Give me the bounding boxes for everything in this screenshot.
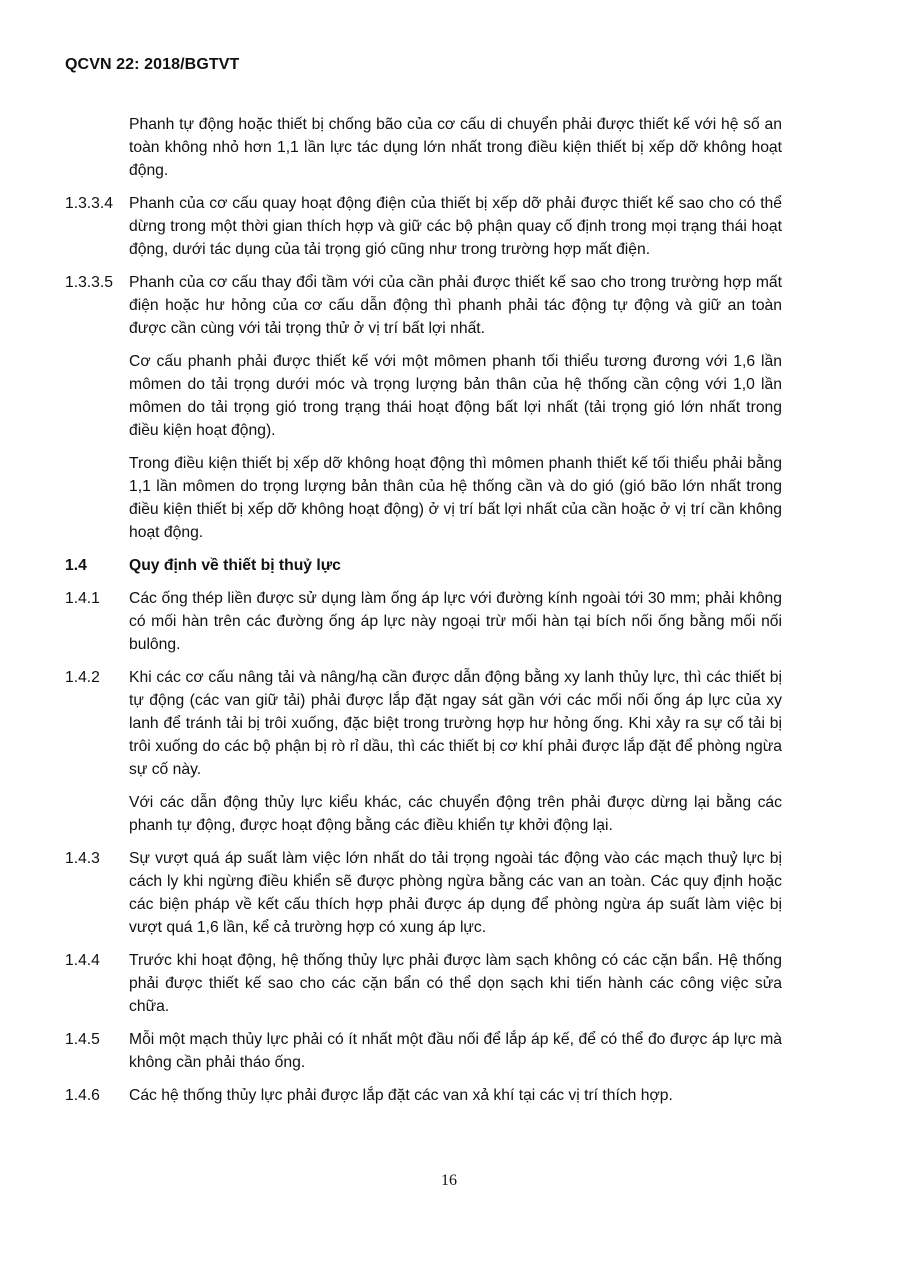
clause-number: 1.4.6: [65, 1087, 100, 1104]
clause-1-4-4: [65, 949, 782, 1018]
clause-1-3-3-5: [65, 271, 782, 340]
clause-number: 1.4.4: [65, 952, 100, 969]
section-heading-1-4: [65, 554, 782, 577]
clause-1-3-3-4: [65, 192, 782, 261]
clause-text: Phanh của cơ cấu quay hoạt động điện của thiết bị xếp dỡ phải được thiết kế sao cho có thể dừng trong một thời gian thích hợp và giữ các bộ phận quay cố định trong mọi trạng thái hoạt động, dưới tác dụng của tải trọng gió cũng như trong trường hợp mất điện.: [129, 195, 782, 258]
document-body: [65, 113, 782, 1117]
section-number: 1.4: [65, 557, 87, 574]
clause-text: Trước khi hoạt động, hệ thống thủy lực phải được làm sạch không có các cặn bẩn. Hệ thống phải được thiết kế sao cho các cặn bẩn có thể dọn sạch khi tiến hành các công việc sửa chữa.: [129, 952, 782, 1015]
clause-text: Mỗi một mạch thủy lực phải có ít nhất một đầu nối để lắp áp kế, để có thể đo được áp lực mà không cần phải tháo ống.: [129, 1031, 782, 1071]
clause-text: Sự vượt quá áp suất làm việc lớn nhất do tải trọng ngoài tác động vào các mạch thuỷ lực bị cách ly khi ngừng điều khiển sẽ được phòng ngừa bằng các van an toàn. Các quy định hoặc các biện pháp về kết cấu thích hợp phải được áp dụng để phòng ngừa áp suất làm việc bị vượt quá 1,6 lần, kể cả trường hợp có xung áp lực.: [129, 850, 782, 936]
clause-number: 1.4.3: [65, 850, 100, 867]
paragraph-brake-storm: Phanh tự động hoặc thiết bị chống bão của cơ cấu di chuyển phải được thiết kế với hệ số an toàn không nhỏ hơn 1,1 lần lực tác dụng lớn nhất trong điều kiện thiết bị xếp dỡ không hoạt động.: [129, 116, 782, 179]
clause-text: Các hệ thống thủy lực phải được lắp đặt các van xả khí tại các vị trí thích hợp.: [129, 1087, 673, 1104]
clause-text: Các ống thép liền được sử dụng làm ống áp lực với đường kính ngoài tới 30 mm; phải không có mối hàn trên các đường ống áp lực này ngoại trừ mối hàn tại bích nối ống bằng mối nối bulông.: [129, 590, 782, 653]
clause-1-4-3: [65, 847, 782, 939]
page-number: 16: [441, 1172, 457, 1189]
section-title: Quy định về thiết bị thuỷ lực: [129, 557, 341, 574]
clause-1-4-2: [65, 666, 782, 781]
paragraph-other-drives: Với các dẫn động thủy lực kiểu khác, các chuyển động trên phải được dừng lại bằng các phanh tự động, được hoạt động bằng các điều khiển tự khởi động lại.: [129, 794, 782, 834]
clause-number: 1.3.3.4: [65, 195, 113, 212]
paragraph-brake-moment: Cơ cấu phanh phải được thiết kế với một mômen phanh tối thiểu tương đương với 1,6 lần mômen do tải trọng dưới móc và trọng lượng bản thân của hệ thống cần cộng với 1,0 lần mômen do tải trọng gió trong trạng thái hoạt động bất lợi nhất (tải trọng gió lớn nhất trong điều kiện hoạt động).: [129, 353, 782, 439]
clause-1-4-6: [65, 1084, 782, 1107]
paragraph-brake-idle: Trong điều kiện thiết bị xếp dỡ không hoạt động thì mômen phanh thiết kế tối thiểu phải bằng 1,1 lần mômen do trọng lượng bản thân của hệ thống cần và do gió (gió bão lớn nhất trong điều kiện thiết bị xếp dỡ không hoạt động) ở vị trí bất lợi nhất của cần hoặc ở vị trí cần không hoạt động.: [129, 455, 782, 541]
clause-number: 1.4.2: [65, 669, 100, 686]
clause-1-4-5: [65, 1028, 782, 1074]
clause-number: 1.4.1: [65, 590, 100, 607]
clause-1-4-1: [65, 587, 782, 656]
clause-number: 1.4.5: [65, 1031, 100, 1048]
clause-text: Khi các cơ cấu nâng tải và nâng/hạ cần được dẫn động bằng xy lanh thủy lực, thì các thiết bị tự động (các van giữ tải) phải được lắp đặt ngay sát gần với các mối nối ống áp lực của xy lanh để tránh tải bị trôi xuống, đặc biệt trong trường hợp hư hỏng ống. Khi xảy ra sự cố tải bị trôi xuống do các bộ phận bị rò rỉ dầu, thì các thiết bị cơ khí phải được lắp đặt để phòng ngừa sự cố này.: [129, 669, 782, 778]
clause-number: 1.3.3.5: [65, 274, 113, 291]
clause-text: Phanh của cơ cấu thay đổi tầm với của cần phải được thiết kế sao cho trong trường hợp mất điện hoặc hư hỏng của cơ cấu dẫn động thì phanh phải tác động tự động và giữ an toàn được cần cùng với tải trọng thử ở vị trí bất lợi nhất.: [129, 274, 782, 337]
document-code-header: QCVN 22: 2018/BGTVT: [65, 56, 240, 73]
